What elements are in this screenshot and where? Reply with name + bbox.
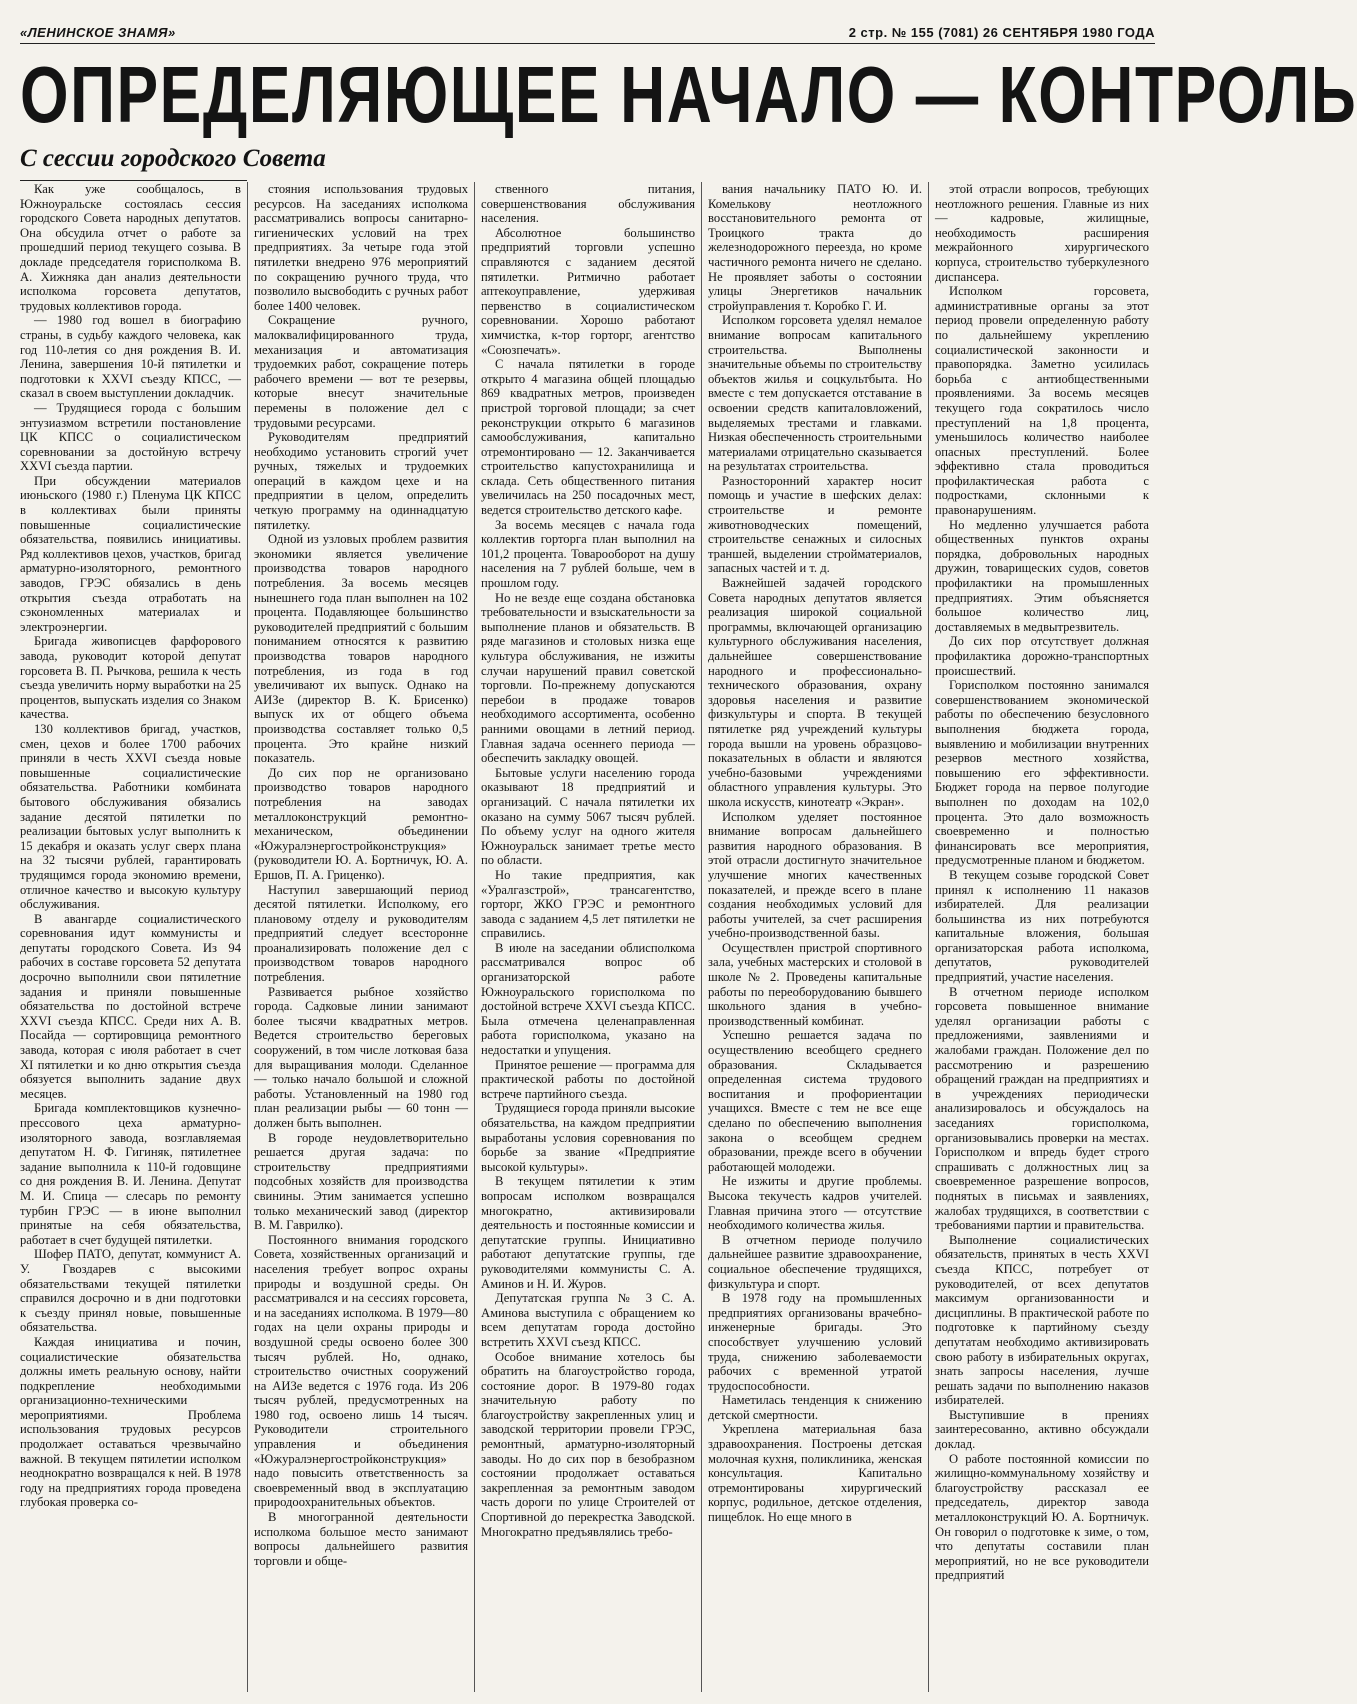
article-paragraph: ственного питания, совершенствования обслуживания населения. — [481, 182, 695, 226]
article-paragraph: Каждая инициатива и почин, социалистические обязательства должны иметь реальную основу, найти подкрепление необходимыми организационно-техническими мероприятиями. Проблема использования трудовых ресурсов продолжает оставаться чрезвычайно важной. В текущем пятилетии исполком неоднократно возвращался к ней. В 1978 году на предприятиях города проведена глубокая проверка со- — [20, 1334, 241, 1510]
article-paragraph: В городе неудовлетворительно решается другая задача: по строительству предприятиями подсобных хозяйств для производства свинины. Этим занимается успешно только механический завод (директор В. М. Гаврилко). — [254, 1130, 468, 1233]
article-paragraph: Горисполком постоянно занимался совершенствованием экономической работы по обеспечению безусловного выполнения бюджета города, выявлению и мобилизации внутренних резервов местного хозяйства, повышению его эффективности. Бюджет города на первое полугодие выполнен по доходам на 102,0 процента. Это дало возможность своевременно и полностью финансировать все мероприятия, предусмотренные планом и бюджетом. — [935, 678, 1149, 868]
article-paragraph: Успешно решается задача по осуществлению всеобщего среднего образования. Складывается определенная система трудового воспитания и профориентации учащихся. Вместе с тем не все еще сделано по обеспечению выполнения закона о всеобщем среднем образовании, прежде всего в обучении работающей молодежи. — [708, 1028, 922, 1174]
article-paragraph: Принятое решение — программа для практической работы по достойной встрече партийного съезда. — [481, 1057, 695, 1101]
article-paragraph: Депутатская группа № 3 С. А. Аминова выступила с обращением ко всем депутатам города достойно встретить XXVI съезд КПСС. — [481, 1291, 695, 1349]
article-paragraph: Исполком горсовета уделял немалое внимание вопросам капитального строительства. Выполнены значительные объемы по строительству объектов жилья и соцкультбыта. Но вместе с тем допускается отставание в освоении средств капиталовложений, выделяемых трестами и главками. Низкая обеспеченность строительными материалами отрицательно сказывается на результатах строительства. — [708, 313, 922, 474]
article-paragraph: Постоянного внимания городского Совета, хозяйственных организаций и населения требует вопрос охраны природы и воздушной среды. Он рассматривался и на сессиях горсовета, и на заседаниях исполкома. В 1979—80 годах на цели охраны природы и воздушной среды освоено более 300 тысяч рублей. Но, однако, строительство очистных сооружений на АИЗе ведется с 1976 года. Из 206 тысяч рублей, предусмотренных на 1980 год, освоено лишь 14 тысяч. Руководители строительного управления и объединения «Южуралэнергостройконструкция» надо повысить ответственность за своевременный ввод в эксплуатацию природоохранительных объектов. — [254, 1232, 468, 1510]
paper-name: «ЛЕНИНСКОЕ ЗНАМЯ» — [20, 25, 176, 40]
article-paragraph: Наступил завершающий период десятой пятилетки. Исполкому, его плановому отделу и руководителям предприятий следует всесторонне проанализировать положение дел с производством товаров народного потребления. — [254, 882, 468, 985]
article-column-3 — [474, 182, 701, 1692]
article-column-5 — [928, 182, 1155, 1692]
article-paragraph: Исполком горсовета, административные органы за этот период провели определенную работу по дальнейшему укреплению социалистической законности и правопорядка. Заметно усилилась борьба с антиобщественными проявлениями. За восемь месяцев текущего года сократилось число преступлений на 1,8 процента, уменьшилось количество наиболее опасных преступлений. Более эффективно стала проводиться профилактическая работа с подростками, склонными к правонарушениям. — [935, 284, 1149, 518]
article-paragraph: Одной из узловых проблем развития экономики является увеличение производства товаров народного потребления. За восемь месяцев нынешнего года план выполнен на 102 процента. Подавляющее большинство руководителей предприятий с большим пониманием относятся к развитию производства товаров народного потребления, из года в год увеличивают их выпуск. Однако на АИЗе (директор В. К. Брисенко) выпуск их от общего объема производства составляет только 0,5 процента. Это крайне низкий показатель. — [254, 532, 468, 766]
article-paragraph: Но медленно улучшается работа общественных пунктов охраны порядка, добровольных народных дружин, товарищеских судов, советов профилактики на промышленных предприятиях. Этим объясняется большое количество лиц, доставляемых в медвытрезвитель. — [935, 517, 1149, 634]
article-paragraph: В июле на заседании облисполкома рассматривался вопрос об организаторской работе Южноуральского горисполкома по достойной встрече XXVI съезда КПСС. Была отмечена целенаправленная работа горисполкома, указано на недостатки и упущения. — [481, 940, 695, 1058]
article-column-2 — [247, 182, 474, 1692]
article-paragraph: Но такие предприятия, как «Уралгазстрой», трансагентство, горторг, ЖКО ГРЭС и ремонтного завода с заданием 4,5 лет пятилетки не справились. — [481, 867, 695, 941]
article-paragraph: В текущем пятилетии к этим вопросам исполком возвращался многократно, активизировали деятельность и постоянные комиссии и депутатские группы. Инициативно работают депутатские группы, где руководителями коммунисты С. А. Аминов и Н. И. Журов. — [481, 1174, 695, 1291]
article-paragraph: 130 коллективов бригад, участков, смен, цехов и более 1700 рабочих приняли в честь XXVI съезда новые повышенные социалистические обязательства. Работники комбината бытового обслуживания обязались задание десятой пятилетки по реализации бытовых услуг выполнить к 15 декабря и оказать услуг сверх плана на 32 тысячи рублей, гарантировать трудящимся города экономию времени, отличное качество и высокую культуру обслуживания. — [20, 721, 241, 912]
issue-line: 2 стр. № 155 (7081) 26 СЕНТЯБРЯ 1980 ГОДА — [848, 25, 1155, 40]
article-paragraph: — 1980 год вошел в биографию страны, в судьбу каждого человека, как год 110-летия со дня рождения В. И. Ленина, завершения 10-й пятилетки и подготовки к XXVI съезду КПСС, — сказал в своем выступлении докладчик. — [20, 313, 241, 401]
article-paragraph: Руководителям предприятий необходимо установить строгий учет ручных, тяжелых и трудоемких операций в каждом цехе и на предприятии в целом, определить четкую программу на одиннадцатую пятилетку. — [254, 430, 468, 532]
article-column-4 — [701, 182, 928, 1692]
masthead — [20, 22, 1155, 44]
article-paragraph: — Трудящиеся города с большим энтузиазмом встретили постановление ЦК КПСС о социалистическом соревновании за достойную встречу XXVI съезда партии. — [20, 400, 241, 474]
subhead-rule — [20, 180, 247, 181]
article-paragraph: В многогранной деятельности исполкома большое место занимают вопросы дальнейшего развития торговли и обще- — [254, 1510, 468, 1568]
article-column-1 — [20, 182, 247, 1692]
article-paragraph: Абсолютное большинство предприятий торговли успешно справляются с заданием десятой пятилетки. Ритмично работает аптекоуправление, удерживая первенство в социалистическом соревновании. Хорошо работают химчистка, к-тор горторг, агентство «Союзпечать». — [481, 225, 695, 357]
article-paragraph: Бытовые услуги населению города оказывают 18 предприятий и организаций. С начала пятилетки их оказано на сумму 5067 тысяч рублей. По объему услуг на одного жителя Южноуральск занимает третье место по области. — [481, 765, 695, 868]
article-paragraph: Важнейшей задачей городского Совета народных депутатов является реализация широкой социальной программы, включающей организацию культурного обслуживания населения, дальнейшее совершенствование народного и профессионально-технического образования, охрану здоровья населения и развитие физкультуры и спорта. В текущей пятилетке ряд учреждений культуры города вышли на уровень образцово-показательных в области и являются учебно-базовыми учреждениями областного управления культуры. Это школа искусств, кинотеатр «Экран». — [708, 576, 922, 809]
article-paragraph: Бригада живописцев фарфорового завода, руководит которой депутат горсовета В. П. Рычкова, решила к честь съезда увеличить норму выработки на 25 процентов, выпускать изделия со Знаком качества. — [20, 634, 241, 722]
article-paragraph: О работе постоянной комиссии по жилищно-коммунальному хозяйству и благоустройству рассказал ее председатель, директор завода металлоконструкций Ю. А. Бортничук. Он говорил о подготовке к зиме, о том, что депутаты составили план мероприятий, но не все руководители предприятий — [935, 1451, 1149, 1583]
article-paragraph: В отчетном периоде получило дальнейшее развитие здравоохранение, социальное обеспечение трудящихся, физкультура и спорт. — [708, 1232, 922, 1291]
article-paragraph: В отчетном периоде исполком горсовета повышенное внимание уделял организации работы с предложениями, заявлениями и жалобами граждан. Положение дел по рассмотрению и разрешению обращений граждан на предприятиях и в учреждениях периодически анализировалось и обсуждалось на заседаниях горисполкома, организовывались проверки на местах. Горисполком и впредь будет строго спрашивать с должностных лиц за своевременное разрешение вопросов, поднятых в письмах и заявлениях, жалобах трудящихся, в соответствии с требованиями партии и правительства. — [935, 984, 1149, 1233]
article-paragraph: Исполком уделяет постоянное внимание вопросам дальнейшего развития народного образования. В этой отрасли достигнуто значительное улучшение многих качественных показателей, и прежде всего в плане создания необходимых условий для работы учителей, за счет расширения учебно-производственной базы. — [708, 809, 922, 941]
article-paragraph: Не изжиты и другие проблемы. Высока текучесть кадров учителей. Главная причина этого — отсутствие необходимого количества жилья. — [708, 1174, 922, 1233]
article-paragraph: В текущем созыве городской Совет принял к исполнению 11 наказов избирателей. Для реализации большинства из них потребуются капитальные вложения, большая организаторская работа исполкома, депутатов, руководителей предприятий, участие населения. — [935, 867, 1149, 985]
article-paragraph: Осуществлен пристрой спортивного зала, учебных мастерских и столовой в школе № 2. Проведены капитальные работы по переоборудованию бывшего школьного здания в учебно-производственный комбинат. — [708, 940, 922, 1028]
article-paragraph: Особое внимание хотелось бы обратить на благоустройство города, состояние дорог. В 1979-80 годах значительную работу по благоустройству закрепленных улиц и заводской территории провели ГРЭС, ремонтный, арматурно-изоляторный заводы. Но до сих пор в безобразном состоянии продолжает оставаться закрепленная за ремонтным заводом часть дороги по улице Строителей от Спортивной до перекрестка Заводской. Многократно предъявлялись требо- — [481, 1349, 695, 1539]
article-paragraph: Как уже сообщалось, в Южноуральске состоялась сессия городского Совета народных депутатов. Она обсудила отчет о работе за прошедший период текущего созыва. В докладе председателя горисполкома В. А. Хижняка дан анализ деятельности исполкома горсовета депутатов, трудовых коллективов города. — [20, 182, 241, 313]
article-paragraph: вания начальнику ПАТО Ю. И. Комелькову неотложного восстановительного ремонта от Троицкого тракта до железнодорожного переезда, но кроме частичного ремонта ничего не сделано. Не проявляет заботы о состоянии улицы Энергетиков начальник стройуправления т. Коробко Г. И. — [708, 182, 922, 313]
article-paragraph: Развивается рыбное хозяйство города. Садковые линии занимают более тысячи квадратных метров. Ведется строительство береговых сооружений, в том числе лотковая база для выращивания молоди. Сделанное — только начало большой и сложной работы. Установленный на 1980 год план реализации рыбы — 60 тонн — должен быть выполнен. — [254, 984, 468, 1130]
article-paragraph: В 1978 году на промышленных предприятиях организованы врачебно-инженерные бригады. Это способствует улучшению условий труда, снижению заболеваемости рабочих с временной утратой трудоспособности. — [708, 1291, 922, 1393]
article-paragraph: стояния использования трудовых ресурсов. На заседаниях исполкома рассматривались вопросы санитарно-гигиенических условий на трех предприятиях. За четыре года этой пятилетки внедрено 976 мероприятий по сокращению ручного труда, что позволило высвободить с ручных работ более 1400 человек. — [254, 182, 468, 313]
subhead: С сессии городского Совета — [20, 145, 326, 172]
article-paragraph: Выполнение социалистических обязательств, принятых в честь XXVI съезда КПСС, потребует от руководителей, от всех депутатов максимум организованности и дисциплины. В практической работе по подготовке к партийному съезду депутатам необходимо активизировать свою работу в избирательных округах, знать запросы населения, лучше решать задачи по выполнению наказов избирателей. — [935, 1232, 1149, 1408]
article-paragraph: Укреплена материальная база здравоохранения. Построены детская молочная кухня, поликлиника, женская консультация. Капитально отремонтированы хирургический корпус, родильное, детское отделения, пищеблок. Но еще много в — [708, 1422, 922, 1525]
article-paragraph: Но не везде еще создана обстановка требовательности и взыскательности за выполнение планов и обязательств. В ряде магазинов и столовых низка еще культура обслуживания, не изжиты случаи нарушений правил советской торговли. По-прежнему допускаются перебои в продаже товаров необходимого ассортимента, особенно ранними овощами в летний период. Главная задача осеннего периода — обеспечить закладку овощей. — [481, 590, 695, 766]
article-paragraph: За восемь месяцев с начала года коллектив горторга план выполнил на 101,2 процента. Товарооборот на душу населения на 7 рублей больше, чем в прошлом году. — [481, 517, 695, 591]
article-paragraph: этой отрасли вопросов, требующих неотложного решения. Главные из них — кадровые, жилищные, необходимость расширения межрайонного хирургического корпуса, строительство туберкулезного диспансера. — [935, 182, 1149, 284]
article-paragraph: Наметилась тенденция к снижению детской смертности. — [708, 1393, 922, 1422]
article-paragraph: Бригада комплектовщиков кузнечно-прессового цеха арматурно-изоляторного завода, возглавляемая депутатом Н. Ф. Гигиняк, пятилетнее задание выполнила к 110-й годовщине со дня рождения В. И. Ленина. Депутат М. И. Спица — слесарь по ремонту турбин ГРЭС — в июне выполнил принятые на себя обязательства, работает в счет будущей пятилетки. — [20, 1101, 241, 1247]
article-paragraph: Выступившие в прениях заинтересованно, активно обсуждали доклад. — [935, 1407, 1149, 1452]
article-paragraph: Трудящиеся города приняли высокие обязательства, на каждом предприятии выработаны условия соревнования по борьбе за звание «Предприятие высокой культуры». — [481, 1101, 695, 1174]
article-paragraph: В авангарде социалистического соревнования идут коммунисты и депутаты городского Совета. Из 94 рабочих в составе горсовета 52 депутата досрочно выполнили свои пятилетние задания и приняли повышенные обязательства по достойной встрече XXVI съезда КПСС. Среди них А. В. Посайда — сортировщица ремонтного завода, которая с июля работает в счет XI пятилетки и ко дню открытия съезда обязуется выполнить задание двух месяцев. — [20, 911, 241, 1101]
headline: ОПРЕДЕЛЯЮЩЕЕ НАЧАЛО — КОНТРОЛЬ — [20, 50, 1357, 139]
article-paragraph: До сих пор отсутствует должная профилактика дорожно-транспортных происшествий. — [935, 634, 1149, 678]
article-paragraph: Разносторонний характер носит помощь и участие в шефских делах: строительстве и ремонте животноводческих помещений, строительстве сенажных и силосных траншей, выделении стройматериалов, запасных частей и т. д. — [708, 473, 922, 576]
article-columns — [20, 182, 1155, 1692]
article-paragraph: До сих пор не организовано производство товаров народного потребления на заводах металлоконструкций ремонтно-механическом, объединении «Южуралэнергостройконструкция» (руководители Ю. А. Бортничук, Ю. А. Ершов, П. А. Гриценко). — [254, 765, 468, 882]
article-paragraph: С начала пятилетки в городе открыто 4 магазина общей площадью 869 квадратных метров, произведен пристрой торговой площади; за счет реконструкции открыто 6 магазинов самообслуживания, капитально отремонтировано — 12. Заканчивается строительство капустохранилища и склада. Сеть общественного питания увеличилась на 250 посадочных мест, ведется строительство детского кафе. — [481, 357, 695, 518]
article-paragraph: При обсуждении материалов июньского (1980 г.) Пленума ЦК КПСС в коллективах были приняты повышенные социалистические обязательства, появились инициативы. Ряд коллективов цехов, участков, бригад арматурно-изоляторного, ремонтного заводов, ГРЭС обязались в день открытия съезда отработать на сэкономленных материалах и электроэнергии. — [20, 473, 241, 634]
article-paragraph: Сокращение ручного, малоквалифицированного труда, механизация и автоматизация трудоемких работ, сокращение потерь рабочего времени — вот те резервы, которые внесут значительные перемены в положение дел с трудовыми ресурсами. — [254, 313, 468, 430]
article-paragraph: Шофер ПАТО, депутат, коммунист А. У. Гвоздарев с высокими обязательствами текущей пятилетки справился досрочно и в дни подготовки к съезду принял новые, повышенные обязательства. — [20, 1247, 241, 1335]
